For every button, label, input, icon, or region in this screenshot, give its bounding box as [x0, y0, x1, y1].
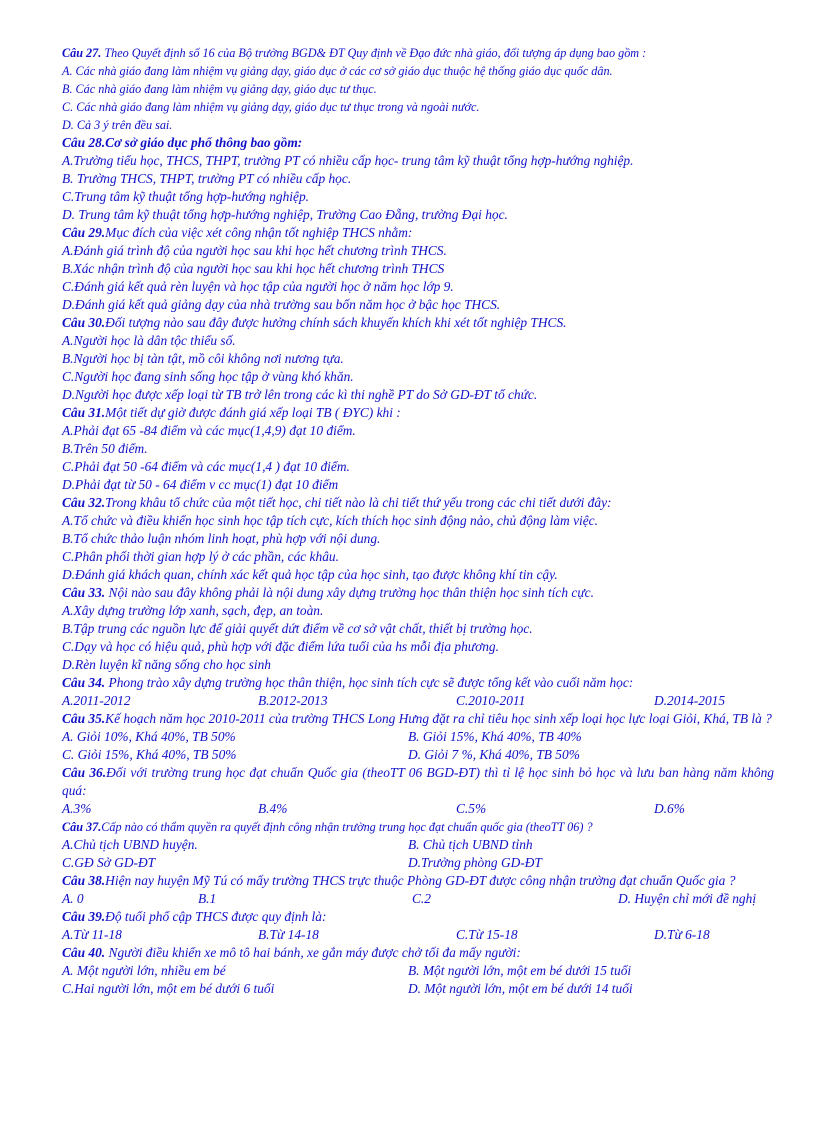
option-a: A.Xây dựng trường lớp xanh, sạch, đẹp, an toàn. — [62, 603, 324, 618]
option-a: A.Người học là dân tộc thiểu số. — [62, 333, 236, 348]
option-d: D.Đánh giá khách quan, chính xác kết quả học tập của học sinh, tạo được không khí tin cậy. — [62, 567, 558, 582]
option-d: D.Từ 6-18 — [654, 927, 710, 942]
question-text: Một tiết dự giờ được đánh giá xếp loại TB ( ĐYC) khi : — [105, 405, 401, 420]
question-text: Kế hoạch năm học 2010-2011 của trường THCS Long Hưng đặt ra chỉ tiêu học sinh xếp loại học lực loại Giỏi, Khá, TB là ? — [105, 711, 772, 726]
question-37 — [62, 818, 774, 836]
option-c: C.Từ 15-18 — [456, 927, 518, 942]
option-b: B. Các nhà giáo đang làm nhiệm vụ giảng dạy, giáo dục tư thục. — [62, 82, 377, 96]
option-b: B. Giỏi 15%, Khá 40%, TB 40% — [408, 729, 582, 744]
option-b: B.Người học bị tàn tật, mồ côi không nơi nương tựa. — [62, 351, 344, 366]
option-a: A. 0 — [62, 891, 84, 906]
question-number: Câu 27. — [62, 46, 102, 60]
question-27 — [62, 44, 774, 62]
question-text: Mục đích của việc xét công nhận tốt nghiệp THCS nhằm: — [105, 225, 413, 240]
question-number: Câu 39. — [62, 909, 106, 924]
question-text: Cơ sở giáo dục phổ thông bao gồm: — [105, 135, 303, 150]
option-a: A.3% — [62, 801, 92, 816]
question-text: Độ tuổi phổ cập THCS được quy định là: — [105, 909, 327, 924]
option-a: A.Chủ tịch UBND huyện. — [62, 837, 198, 852]
option-c: C.2010-2011 — [456, 693, 526, 708]
option-c: C.GĐ Sở GD-ĐT — [62, 855, 156, 870]
question-text: Đối tượng nào sau đây được hưởng chính sách khuyến khích khi xét tốt nghiệp THCS. — [105, 315, 567, 330]
question-number: Câu 32. — [62, 495, 106, 510]
option-a: A.2011-2012 — [62, 693, 131, 708]
question-number: Câu 33. — [62, 585, 106, 600]
question-text: Hiện nay huyện Mỹ Tú có mấy trường THCS trực thuộc Phòng GD-ĐT được công nhận trường đạt chuẩn Quốc gia ? — [105, 873, 736, 888]
option-d: D. Cả 3 ý trên đều sai. — [62, 118, 173, 132]
question-29 — [62, 224, 774, 242]
question-31 — [62, 404, 774, 422]
option-a: A.Phải đạt 65 -84 điểm và các mục(1,4,9) đạt 10 điểm. — [62, 423, 356, 438]
option-b: B.Từ 14-18 — [258, 927, 319, 942]
question-number: Câu 40. — [62, 945, 106, 960]
option-c: C.Người học đang sinh sống học tập ở vùng khó khăn. — [62, 369, 354, 384]
question-number: Câu 28. — [62, 135, 106, 150]
option-d: D.6% — [654, 801, 685, 816]
question-40 — [62, 944, 774, 962]
question-39 — [62, 908, 774, 926]
question-number: Câu 29. — [62, 225, 106, 240]
option-c: C. Các nhà giáo đang làm nhiệm vụ giảng dạy, giáo dục tư thục trong và ngoài nước. — [62, 100, 480, 114]
option-d: D.Người học được xếp loại từ TB trở lên trong các kì thi nghề PT do Sở GD-ĐT tổ chức. — [62, 387, 538, 402]
question-34 — [62, 674, 774, 692]
option-b: B. Trường THCS, THPT, trường PT có nhiều cấp học. — [62, 171, 352, 186]
option-d: D. Một người lớn, một em bé dưới 14 tuổi — [408, 981, 633, 996]
option-b: B.Tổ chức thảo luận nhóm linh hoạt, phù hợp với nội dung. — [62, 531, 381, 546]
question-33 — [62, 584, 774, 602]
question-text: Phong trào xây dựng trường học thân thiện, học sinh tích cực sẽ được tổng kết vào cuối năm học: — [105, 675, 634, 690]
question-number: Câu 35. — [62, 711, 106, 726]
option-d: D. Huyện chỉ mới đề nghị — [618, 891, 757, 906]
option-c: C.Phải đạt 50 -64 điểm và các mục(1,4 ) đạt 10 điểm. — [62, 459, 350, 474]
question-number: Câu 34. — [62, 675, 106, 690]
question-text: Theo Quyết định số 16 của Bộ trưởng BGD& ĐT Quy định về Đạo đức nhà giáo, đối tượng áp dụng bao gồm : — [101, 46, 647, 60]
options-row — [62, 836, 774, 854]
question-number: Câu 38. — [62, 873, 106, 888]
option-b: B.Trên 50 điểm. — [62, 441, 148, 456]
option-c: C.Dạy và học có hiệu quả, phù hợp với đặc điểm lứa tuổi của hs mỗi địa phương. — [62, 639, 499, 654]
option-d: D.Phải đạt từ 50 - 64 điểm v cc mục(1) đạt 10 điểm — [62, 477, 339, 492]
option-a: A.Trường tiểu học, THCS, THPT, trường PT có nhiều cấp học- trung tâm kỹ thuật tổng hợp-hướng nghiệp. — [62, 153, 634, 168]
option-c: C.Phân phối thời gian hợp lý ở các phần, các khâu. — [62, 549, 339, 564]
question-35 — [62, 710, 774, 728]
options-row — [62, 854, 774, 872]
options-row — [62, 692, 774, 710]
option-d: D. Giỏi 7 %, Khá 40%, TB 50% — [408, 747, 580, 762]
options-row — [62, 926, 774, 944]
question-38 — [62, 872, 774, 890]
question-36 — [62, 764, 774, 800]
option-d: D.Đánh giá kết quả giảng dạy của nhà trường sau bốn năm học ở bậc học THCS. — [62, 297, 501, 312]
option-a: A.Đánh giá trình độ của người học sau khi học hết chương trình THCS. — [62, 243, 447, 258]
question-text: Trong khâu tổ chức của một tiết học, chi tiết nào là chi tiết thứ yếu trong các chi tiết dưới đây: — [105, 495, 612, 510]
option-a: A. Các nhà giáo đang làm nhiệm vụ giảng dạy, giáo dục ở các cơ sở giáo dục thuộc hệ thống giáo dục quốc dân. — [62, 64, 613, 78]
options-row — [62, 980, 774, 998]
question-32 — [62, 494, 774, 512]
option-d: D.Trưởng phòng GD-ĐT — [408, 855, 542, 870]
option-c: C.Hai người lớn, một em bé dưới 6 tuổi — [62, 981, 275, 996]
question-28 — [62, 134, 774, 152]
question-text: Đối với trường trung học đạt chuẩn Quốc gia (theoTT 06 BGD-ĐT) thì tỉ lệ học sinh bỏ học và lưu ban hàng năm không quá: — [62, 765, 774, 798]
options-row — [62, 890, 774, 908]
options-row — [62, 962, 774, 980]
question-number: Câu 37. — [62, 820, 102, 834]
option-d: D.Rèn luyện kĩ năng sống cho học sinh — [62, 657, 271, 672]
option-c: C.2 — [412, 891, 431, 906]
option-a: A.Từ 11-18 — [62, 927, 122, 942]
option-b: B. Một người lớn, một em bé dưới 15 tuổi — [408, 963, 632, 978]
option-b: B.1 — [198, 891, 217, 906]
option-d: D.2014-2015 — [654, 693, 726, 708]
option-b: B.Xác nhận trình độ của người học sau khi học hết chương trình THCS — [62, 261, 445, 276]
question-text: Nội nào sau đây không phải là nội dung xây dựng trường học thân thiện học sinh tích cực. — [105, 585, 594, 600]
option-b: B.2012-2013 — [258, 693, 328, 708]
question-text: Cấp nào có thẩm quyền ra quyết định công nhận trường trung học đạt chuẩn quốc gia (theoTT 06) ? — [101, 820, 593, 834]
option-a: A. Giỏi 10%, Khá 40%, TB 50% — [62, 729, 236, 744]
options-row — [62, 728, 774, 746]
option-c: C.Đánh giá kết quả rèn luyện và học tập của người học ở năm học lớp 9. — [62, 279, 454, 294]
option-c: C. Giỏi 15%, Khá 40%, TB 50% — [62, 747, 237, 762]
option-a: A. Một người lớn, nhiều em bé — [62, 963, 226, 978]
question-30 — [62, 314, 774, 332]
option-c: C.Trung tâm kỹ thuật tổng hợp-hướng nghiệp. — [62, 189, 310, 204]
options-row — [62, 746, 774, 764]
question-number: Câu 31. — [62, 405, 106, 420]
question-number: Câu 30. — [62, 315, 106, 330]
question-text: Người điều khiển xe mô tô hai bánh, xe gắn máy được chở tối đa mấy người: — [105, 945, 521, 960]
options-row — [62, 800, 774, 818]
document-page — [62, 44, 774, 998]
option-b: B.Tập trung các nguồn lực để giải quyết dứt điểm về cơ sở vật chất, thiết bị trường học. — [62, 621, 533, 636]
option-a: A.Tổ chức và điều khiển học sinh học tập tích cực, kích thích học sinh động nảo, chủ động làm việc. — [62, 513, 598, 528]
option-c: C.5% — [456, 801, 487, 816]
option-b: B.4% — [258, 801, 288, 816]
option-d: D. Trung tâm kỹ thuật tổng hợp-hướng nghiệp, Trường Cao Đẵng, trường Đại học. — [62, 207, 508, 222]
option-b: B. Chủ tịch UBND tỉnh — [408, 837, 533, 852]
question-number: Câu 36. — [62, 765, 107, 780]
